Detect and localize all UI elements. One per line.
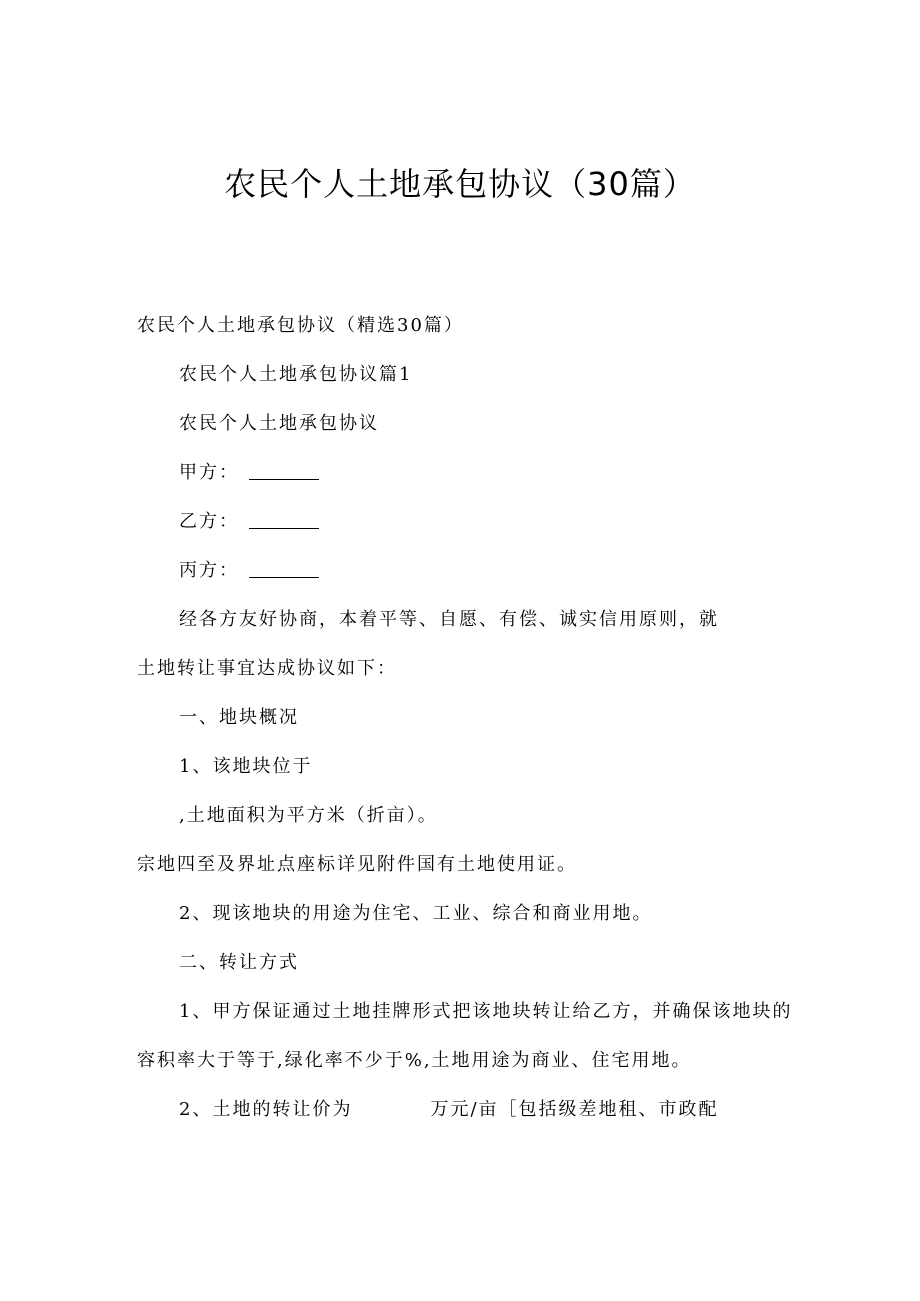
intro-line-2: 土地转让事宜达成协议如下： [137, 658, 397, 679]
party-a-line [179, 460, 319, 486]
party-b-blank [249, 510, 319, 529]
party-c-label: 丙方： [179, 560, 239, 581]
item-2-2 [179, 1097, 719, 1123]
party-b-line [179, 509, 319, 535]
item-1-1-continued: ,土地面积为平方米（折亩）。 [179, 805, 438, 826]
item-1-1-note: 宗地四至及界址点座标详见附件国有土地使用证。 [137, 854, 577, 875]
document-subtitle: 农民个人土地承包协议（精选30篇） [137, 315, 464, 336]
section-2-heading: 二、转让方式 [179, 952, 299, 973]
item-2-2-part-1: 2、土地的转让价为 [179, 1099, 353, 1120]
item-2-1-line-2: 容积率大于等于,绿化率不少于%,土地用途为商业、住宅用地。 [137, 1050, 692, 1071]
item-1-2: 2、现该地块的用途为住宅、工业、综合和商业用地。 [179, 903, 653, 924]
party-c-line [179, 558, 319, 584]
item-1-1: 1、该地块位于 [179, 756, 313, 777]
party-b-label: 乙方： [179, 511, 239, 532]
item-2-2-part-2: 万元/亩［包括级差地租、市政配 [430, 1099, 719, 1120]
document-title: 农民个人土地承包协议（30篇） [224, 165, 696, 203]
item-2-1-line-1: 1、甲方保证通过土地挂牌形式把该地块转让给乙方，并确保该地块的 [179, 1001, 793, 1022]
party-a-label: 甲方： [179, 462, 239, 483]
section-1-heading: 一、地块概况 [179, 707, 299, 728]
section-heading: 农民个人土地承包协议篇1 [179, 364, 413, 385]
party-a-blank [249, 461, 319, 480]
party-c-blank [249, 559, 319, 578]
agreement-name: 农民个人土地承包协议 [179, 413, 379, 434]
intro-line-1: 经各方友好协商，本着平等、自愿、有偿、诚实信用原则，就 [179, 609, 719, 630]
